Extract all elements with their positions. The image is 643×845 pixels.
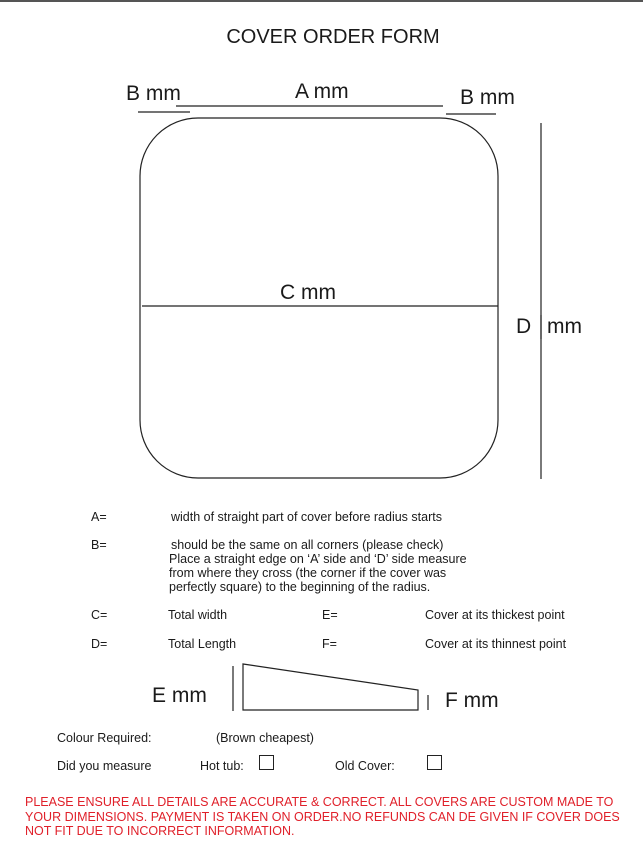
label-a: A mm (295, 80, 349, 103)
def-b-key: B= (91, 538, 107, 552)
taper-profile (243, 664, 418, 710)
def-c-text: Total width (168, 608, 228, 622)
def-a-text: width of straight part of cover before radius starts (171, 510, 442, 524)
colour-required-label: Colour Required: (57, 731, 152, 745)
def-e-key: E= (322, 608, 338, 622)
def-b-text-1: should be the same on all corners (please check) (171, 538, 444, 552)
label-b-left: B mm (126, 82, 181, 105)
def-f-text: Cover at its thinnest point (425, 637, 567, 651)
def-b-text-2: Place a straight edge on ‘A’ side and ‘D’ side measure (169, 552, 467, 566)
old-cover-checkbox[interactable] (427, 755, 442, 770)
def-d-key: D= (91, 637, 108, 651)
hot-tub-checkbox[interactable] (259, 755, 274, 770)
colour-hint: (Brown cheapest) (216, 731, 314, 745)
hot-tub-label: Hot tub: (200, 759, 244, 773)
def-c-key: C= (91, 608, 108, 622)
label-d-unit: mm (547, 315, 582, 338)
label-f: F mm (445, 689, 499, 712)
label-b-right: B mm (460, 86, 515, 109)
def-b-text-4: perfectly square) to the beginning of the radius. (169, 580, 431, 594)
did-you-measure-label: Did you measure (57, 759, 152, 773)
page-title: COVER ORDER FORM (226, 26, 440, 48)
label-e: E mm (152, 684, 207, 707)
def-e-text: Cover at its thickest point (425, 608, 565, 622)
label-c: C mm (280, 281, 336, 304)
def-d-text: Total Length (168, 637, 237, 651)
old-cover-label: Old Cover: (335, 759, 395, 773)
def-f-key: F= (322, 637, 337, 651)
def-b-text-3: from where they cross (the corner if the cover was (169, 566, 447, 580)
label-d: D (516, 315, 532, 338)
warning-notice: PLEASE ENSURE ALL DETAILS ARE ACCURATE & CORRECT. ALL COVERS ARE CUSTOM MADE TO YOUR DIMENSIONS. PAYMENT IS TAKEN ON ORDER.NO REFUNDS CAN DE GIVEN IF COVER DOES NOT FIT DUE TO INCORRECT INFORMATION. (25, 795, 620, 838)
def-a-key: A= (91, 510, 107, 524)
